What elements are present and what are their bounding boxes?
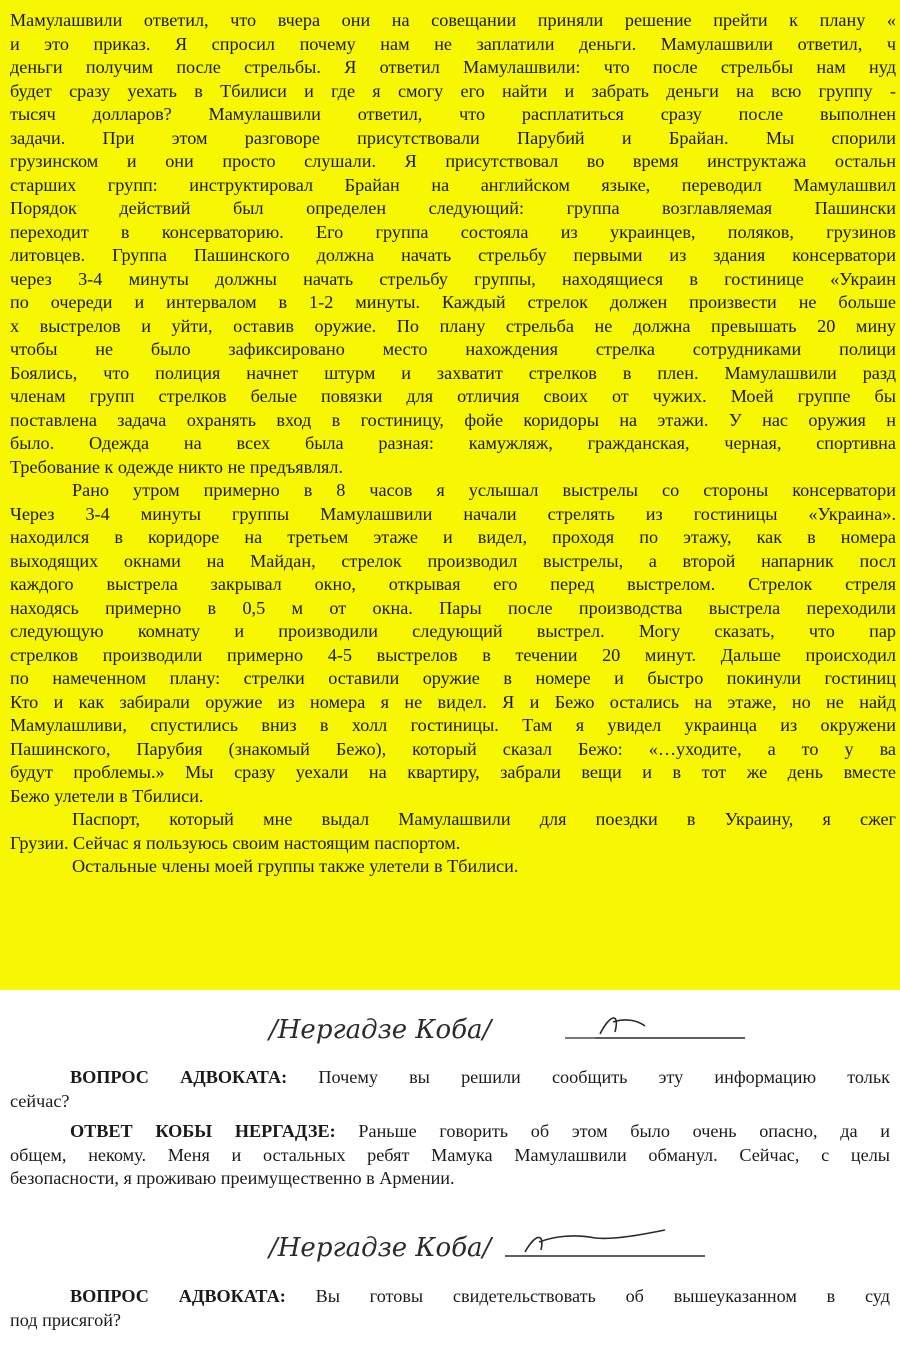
question-2-text: Вы готовы свидетельствовать об вышеуказанном в суд (315, 1286, 890, 1306)
question-1-line-1 (10, 1066, 890, 1090)
testimony-text (10, 9, 896, 879)
testimony-line: стрелков производили примерно 4-5 выстрелов в течении 20 минут. Дальше происходил (10, 644, 896, 665)
question-2-label: ВОПРОС АДВОКАТА: (70, 1286, 286, 1306)
answer-1 (10, 1120, 890, 1191)
testimony-line: находясь примерно в 0,5 м от окна. Пары после производства выстрела переходили (10, 597, 896, 618)
lawyer-question-1 (10, 1066, 890, 1113)
testimony-line: Мамулашливи, спустились вниз в холл гостиницы. Там я увидел украинца из окружени (10, 715, 896, 735)
testimony-line: Бежо улетели в Тбилиси. (10, 785, 204, 806)
testimony-line: выходящих окнами на Майдан, стрелок производил выстрелы, а второй напарник посл (10, 550, 896, 571)
testimony-line: будут проблемы.» Мы сразу уехали на квартиру, забрали вещи и в тот же день вместе (10, 762, 896, 782)
testimony-line: литовцев. Группа Пашинского должна начать стрельбу первыми из здания консерватори (10, 245, 896, 265)
signature-1-image (265, 1004, 745, 1048)
testimony-line: Грузии. Сейчас я пользуюсь своим настоящим паспортом. (10, 832, 461, 853)
testimony-line: находился в коридоре на третьем этаже и видел, проходя по этажу, как в номера (10, 527, 896, 547)
testimony-line: и это приказ. Я спросил почему нам не заплатили деньги. Мамулашвили ответил, ч (10, 33, 896, 54)
testimony-line: деньги получим после стрельбы. Я ответил Мамулашвили: что после стрельбы нам нуд (10, 57, 896, 77)
testimony-line: Паспорт, который мне выдал Мамулашвили для поездки в Украину, я сжег (72, 809, 896, 829)
testimony-line: по намеченном плану: стрелки оставили оружие в номере и быстро покинули гостиниц (10, 668, 896, 688)
testimony-line: по очереди и интервалом в 1-2 минуты. Каждый стрелок должен произвести не больше (10, 292, 896, 312)
answer-1-text: Раньше говорить об этом было очень опасно, да и (358, 1121, 890, 1141)
testimony-line: Требование к одежде никто не предъявлял. (10, 456, 344, 477)
testimony-line: Остальные члены моей группы также улетели в Тбилиси. (72, 856, 519, 876)
signature-1 (265, 1004, 745, 1048)
answer-1-label: ОТВЕТ КОБЫ НЕРГАДЗЕ: (70, 1121, 336, 1141)
testimony-line: Пашинского, Парубия (знакомый Бежо), который сказал Бежо: «…уходите, а то у ва (10, 738, 896, 759)
testimony-line: следующую комнату и производили следующий выстрел. Могу сказать, что пар (10, 621, 896, 641)
signature-2 (265, 1222, 745, 1266)
testimony-line: Через 3-4 минуты группы Мамулашвили начали стрелять из гостиницы «Украина». (10, 503, 896, 524)
testimony-line: будет сразу уехать в Тбилиси и где я смогу его найти и забрать деньги на всю группу - (10, 80, 896, 101)
signature-2-image (265, 1222, 745, 1266)
testimony-line: тысяч долларов? Мамулашвили ответил, что расплатиться сразу после выполнен (10, 104, 896, 124)
testimony-line: через 3-4 минуты должны начать стрельбу группы, находящиеся в гостинице «Украин (10, 268, 896, 289)
testimony-line: Кто и как забирали оружие из номера я не видел. Я и Бежо остались на этаже, но не найд (10, 691, 896, 712)
testimony-line: Рано утром примерно в 8 часов я услышал выстрелы со стороны консерватори (72, 480, 896, 500)
testimony-line: переходит в консерваторию. Его группа состояла из украинцев, поляков, грузинов (10, 221, 896, 242)
question-2-line-2: под присягой? (10, 1309, 122, 1330)
signature-1-text: /Нергадзе Коба/ (269, 1015, 492, 1045)
testimony-line: Порядок действий был определен следующий: группа возглавляемая Пашински (10, 198, 896, 218)
testimony-line: членам групп стрелков белые повязки для отличия своих от чужих. Моей группе бы (10, 386, 896, 406)
testimony-line: было. Одежда на всех была разная: камужляж, гражданская, черная, спортивна (10, 433, 896, 453)
testimony-line: грузинском и они просто слушали. Я присутствовал во время инструктажа остальн (10, 151, 896, 171)
answer-1-line-3: безопасности, я проживаю преимущественно в Армении. (10, 1168, 455, 1188)
question-1-label: ВОПРОС АДВОКАТА: (70, 1067, 288, 1087)
testimony-line: поставлена задача охранять вход в гостиницу, фойе коридоры на этажи. У нас оружия н (10, 409, 896, 430)
lawyer-question-2 (10, 1285, 890, 1332)
testimony-line: Боялись, что полиция начнет штурм и захватит стрелков в плен. Мамулашвили разд (10, 362, 896, 383)
question-1-line-2: сейчас? (10, 1090, 70, 1111)
testimony-line: х выстрелов и уйти, оставив оружие. По плану стрельба не должна превышать 20 мину (10, 315, 896, 336)
signature-2-text: /Нергадзе Коба/ (269, 1233, 492, 1263)
testimony-line: Мамулашвили ответил, что вчера они на совещании приняли решение прейти к плану « (10, 10, 896, 30)
testimony-line: каждого выстрела закрывал окно, открывая его перед выстрелом. Стрелок стреля (10, 574, 896, 594)
answer-1-line-1 (10, 1120, 890, 1144)
testimony-line: старших групп: инструктировал Брайан на английском языке, переводил Мамулашвил (10, 174, 896, 195)
question-1-text: Почему вы решили сообщить эту информацию тольк (318, 1067, 890, 1087)
question-2-line-1 (10, 1285, 890, 1309)
testimony-line: чтобы не было зафиксировано место нахождения стрелка сотрудниками полици (10, 339, 896, 359)
answer-1-line-2: общем, некому. Меня и остальных ребят Мамука Мамулашвили обманул. Сейчас, с целы (10, 1144, 890, 1165)
testimony-line: задачи. При этом разговоре присутствовали Парубий и Брайан. Мы спорили (10, 127, 896, 148)
